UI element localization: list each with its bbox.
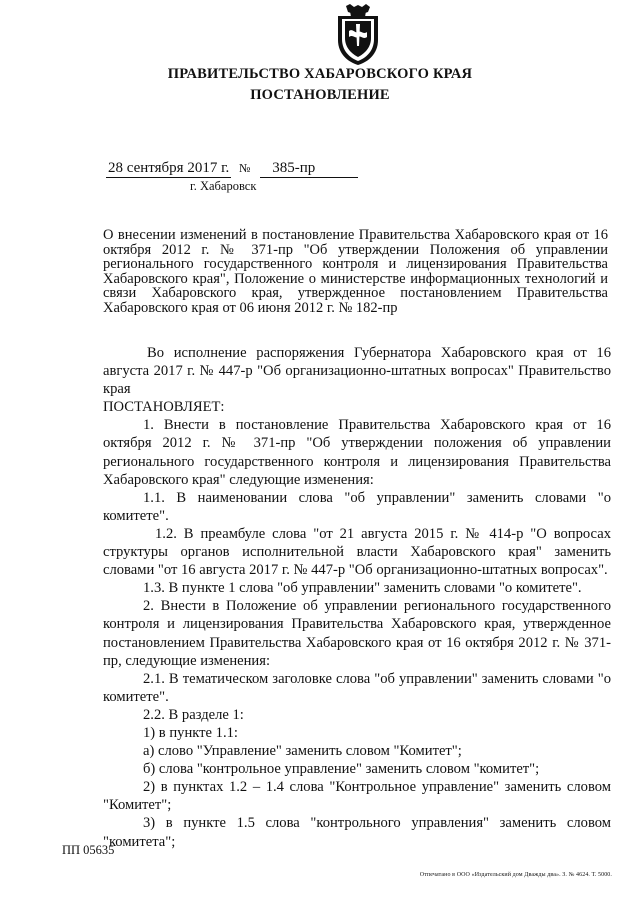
khabarovsk-coat-of-arms-icon (332, 4, 384, 66)
printer-imprint: Отпечатано в ООО «Издательский дом Дважды два». З. № 4624. Т. 5000. (419, 872, 612, 878)
number-sign: № (239, 161, 251, 175)
paragraph-1-1: 1.1. В наименовании слова "об управлении" заменить словами "о комитете". (103, 489, 611, 524)
paragraph-2-1: 2.1. В тематическом заголовке слова "об управлении" заменить словами "о комитете". (103, 670, 611, 705)
document-date: 28 сентября 2017 г. (108, 160, 230, 176)
paragraph-2-2-2: 2) в пунктах 1.2 – 1.4 слова "Контрольное управление" заменить словом "Комитет"; (103, 779, 611, 814)
document-body (103, 344, 611, 851)
paragraph-2-2-3: 3) в пункте 1.5 слова "контрольного управления" заменить словом "комитета"; (103, 815, 611, 850)
paragraph-1-3: 1.3. В пункте 1 слова "об управлении" заменить словами "о комитете". (143, 580, 582, 597)
resolves-heading: ПОСТАНОВЛЯЕТ: (103, 399, 225, 416)
paragraph-1: 1. Внести в постановление Правительства Хабаровского края от 16 октября 2012 г. № 371-пр "Об утверждении положения об управлении регионального государственного контроля и лицензирования Правительства Хабаровского края" следующие изменения: (103, 417, 611, 488)
paragraph-2-2-1b: б) слова "контрольное управление" заменить словом "комитет"; (143, 761, 540, 778)
paragraph-2-2-1a: а) слово "Управление" заменить словом "Комитет"; (143, 743, 462, 760)
document-type-title: ПОСТАНОВЛЕНИЕ (250, 87, 390, 103)
paragraph-1-2: 1.2. В преамбуле слова "от 21 августа 2015 г. № 414-р "О вопросах структуры органов исполнительной власти Хабаровского края" заменить словами "от 16 августа 2017 г. № 447-р "Об организационно-штатных вопросах". (103, 525, 611, 579)
document-city: г. Хабаровск (190, 179, 257, 193)
preamble-paragraph: Во исполнение распоряжения Губернатора Хабаровского края от 16 августа 2017 г. № 447-р "Об организационно-штатных вопросах" Правительство края (103, 345, 611, 398)
government-title: ПРАВИТЕЛЬСТВО ХАБАРОВСКОГО КРАЯ (167, 66, 473, 82)
paragraph-2: 2. Внести в Положение об управлении регионального государственного контроля и лицензирования Правительства Хабаровского края, утвержденное постановлением Правительства Хабаровского края от 16 октября 2012 г. № 371-пр, следующие изменения: (103, 598, 611, 669)
paragraph-2-2-1: 1) в пункте 1.1: (143, 724, 238, 741)
document-number: 385-пр (260, 160, 358, 178)
document-subject: О внесении изменений в постановление Правительства Хабаровского края от 16 октября 2012 г. № 371-пр "Об утверждении Положения об управлении регионального государственного контроля и лицензирования Правительства Хабаровского края", Положение о министерстве информационных технологий и связи Хабаровского края, утвержденное постановлением Правительства Хабаровского края от 06 июня 2012 г. № 182-пр (103, 227, 608, 316)
paragraph-2-2: 2.2. В разделе 1: (143, 706, 244, 723)
date-number-row (106, 160, 358, 178)
document-code: ПП 05635 (62, 843, 115, 857)
